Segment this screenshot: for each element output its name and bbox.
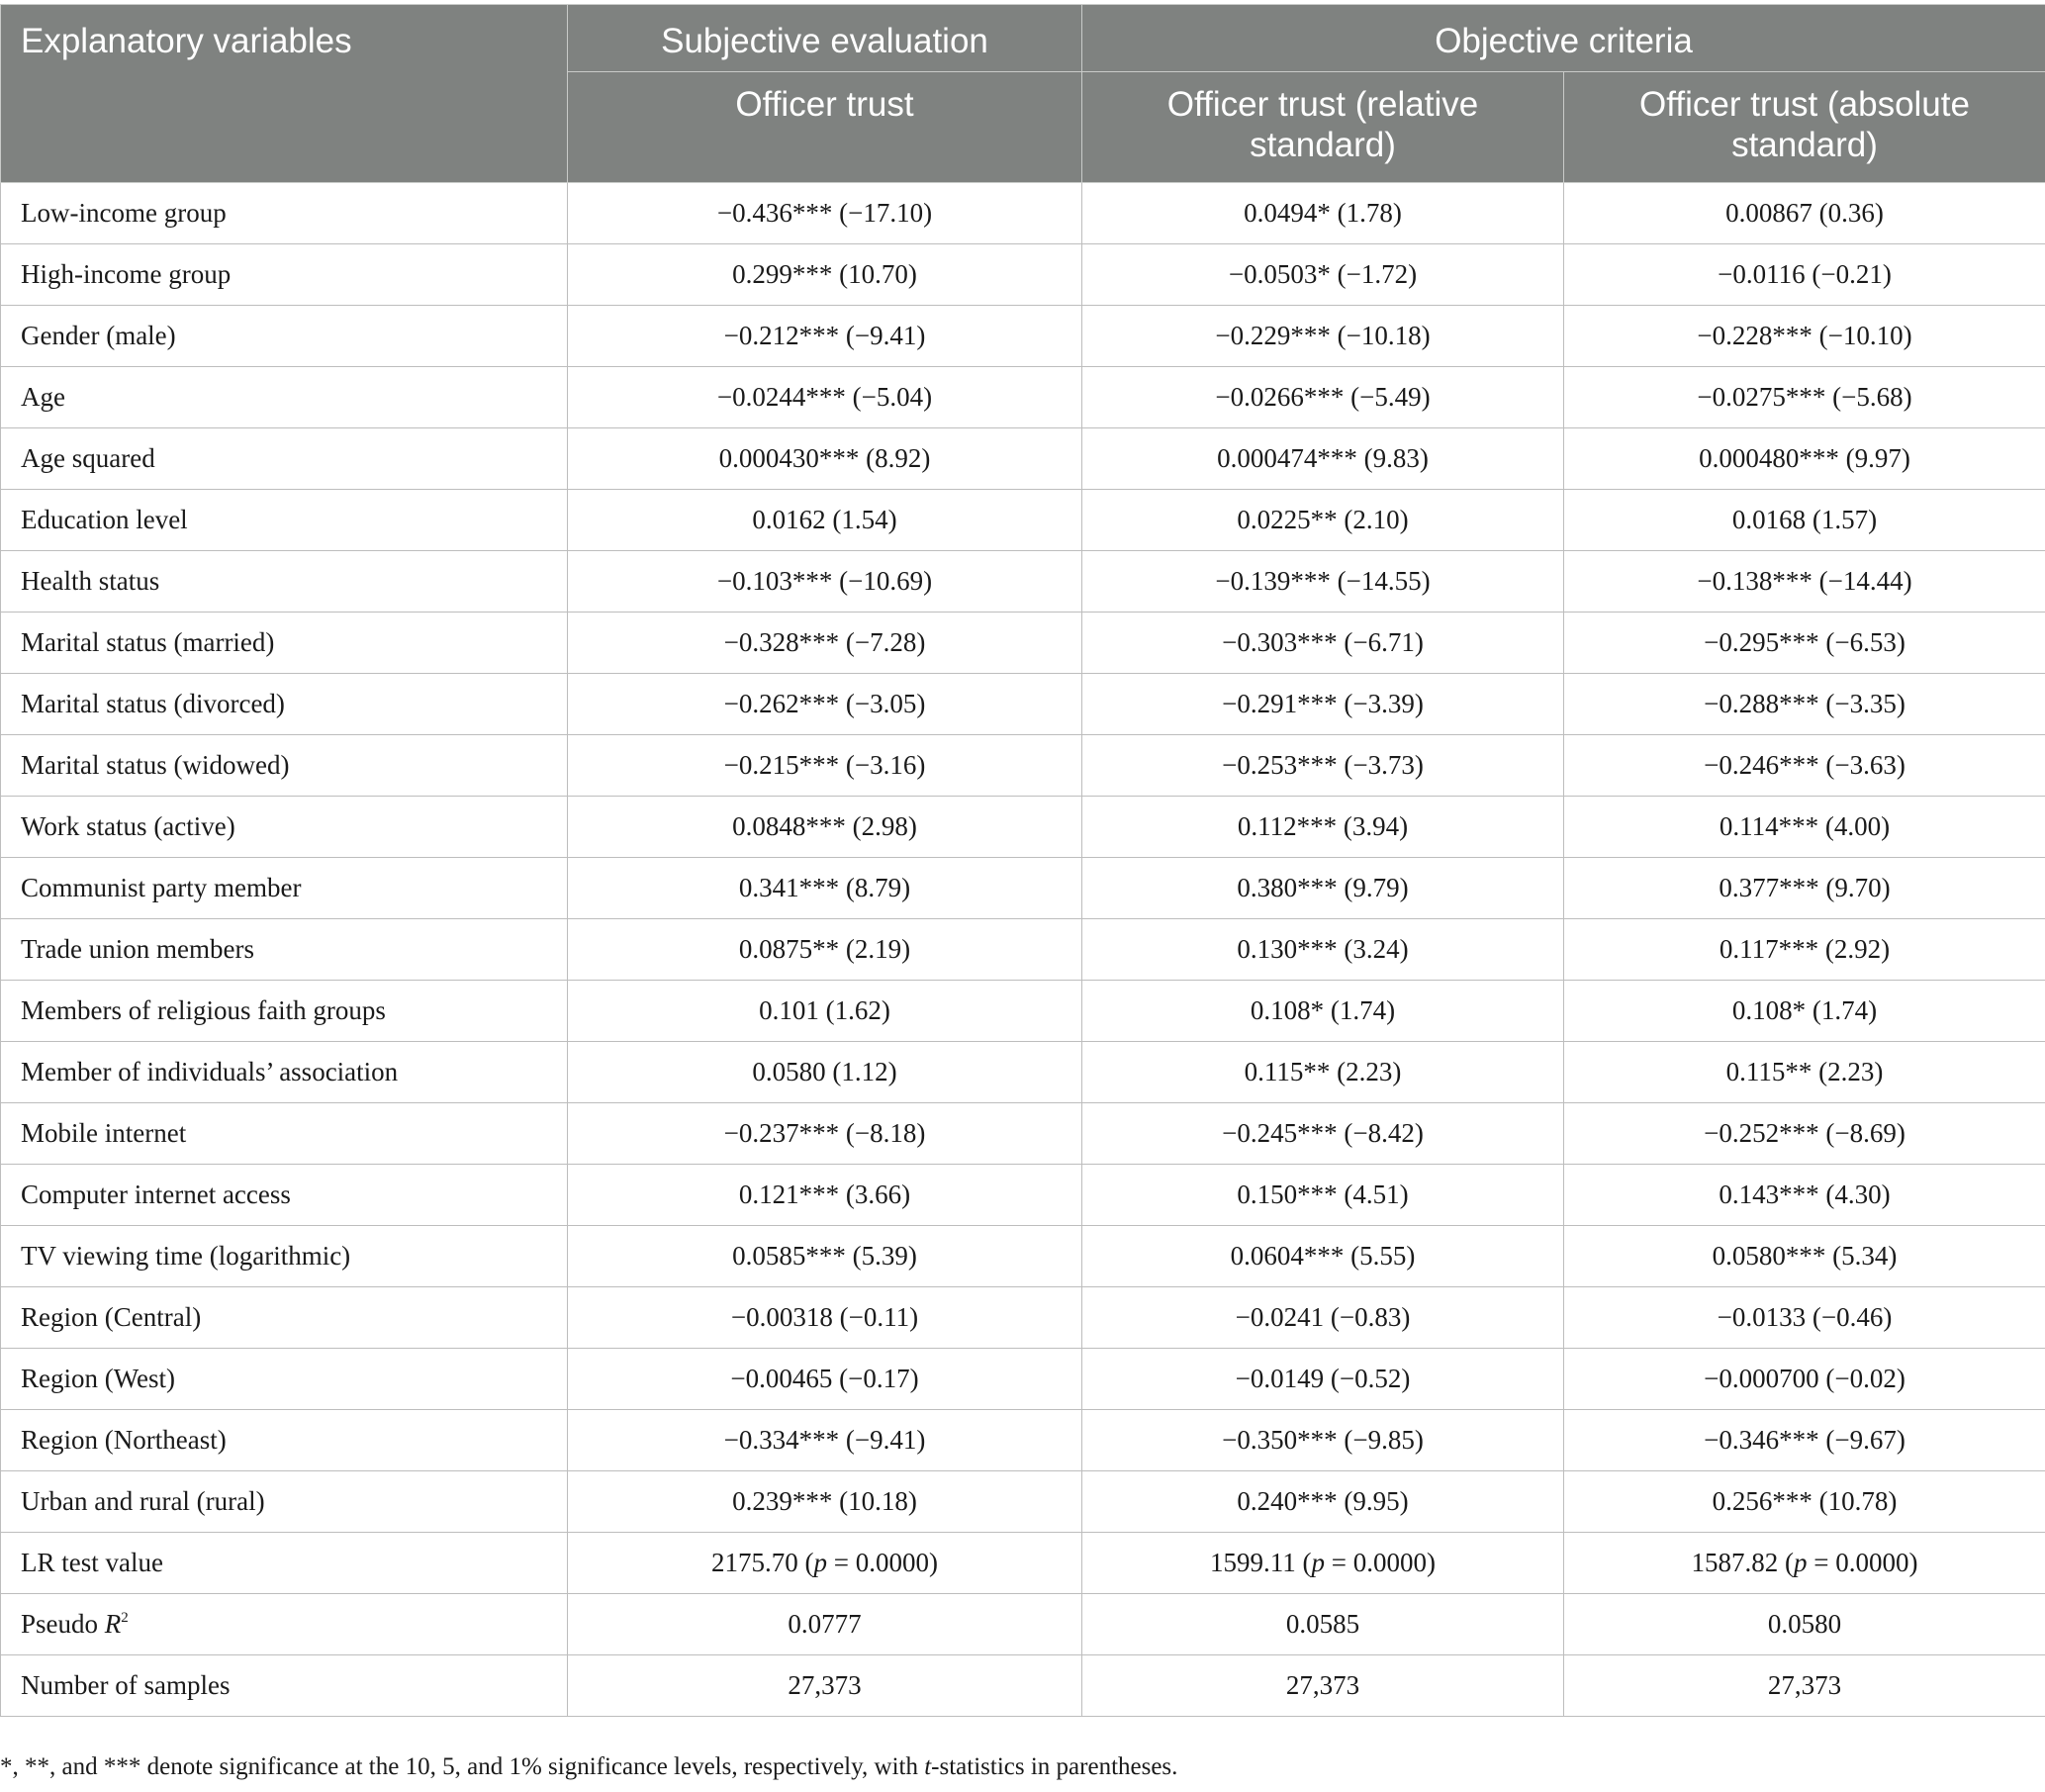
variable-name: Urban and rural (rural) [1, 1471, 568, 1533]
pseudo-r2-label [1, 1594, 568, 1655]
table-row [1, 613, 2045, 674]
relative-standard-cell: 0.000474*** (9.83) [1082, 428, 1564, 490]
variable-name: High-income group [1, 244, 568, 306]
samples-cell-2: 27,373 [1082, 1655, 1564, 1717]
absolute-standard-cell: −0.000700 (−0.02) [1564, 1349, 2045, 1410]
lr-test-paren-1: ( [804, 1548, 814, 1577]
absolute-standard-cell: −0.246*** (−3.63) [1564, 735, 2045, 797]
variable-name: Age [1, 367, 568, 428]
variable-name: Communist party member [1, 858, 568, 919]
variable-name: Region (Northeast) [1, 1410, 568, 1471]
relative-standard-cell: −0.245*** (−8.42) [1082, 1103, 1564, 1165]
lr-test-p-value-1: = 0.0000) [827, 1548, 938, 1577]
subjective-officer-trust-cell: −0.0244*** (−5.04) [568, 367, 1082, 428]
absolute-standard-cell: 0.117*** (2.92) [1564, 919, 2045, 981]
header-explanatory-variables: Explanatory variables [1, 5, 568, 183]
lr-test-cell-2 [1082, 1533, 1564, 1594]
variable-name: Health status [1, 551, 568, 613]
lr-test-label: LR test value [1, 1533, 568, 1594]
absolute-standard-cell: −0.0275*** (−5.68) [1564, 367, 2045, 428]
subjective-officer-trust-cell: 0.0585*** (5.39) [568, 1226, 1082, 1287]
subjective-officer-trust-cell: −0.334*** (−9.41) [568, 1410, 1082, 1471]
absolute-standard-cell: 0.115** (2.23) [1564, 1042, 2045, 1103]
lr-test-p-symbol-2: p [1311, 1548, 1326, 1577]
absolute-standard-cell: −0.346*** (−9.67) [1564, 1410, 2045, 1471]
absolute-standard-cell: −0.288*** (−3.35) [1564, 674, 2045, 735]
absolute-standard-cell: −0.295*** (−6.53) [1564, 613, 2045, 674]
subjective-officer-trust-cell: 0.299*** (10.70) [568, 244, 1082, 306]
variable-name: Region (Central) [1, 1287, 568, 1349]
relative-standard-cell: 0.130*** (3.24) [1082, 919, 1564, 981]
relative-standard-cell: −0.350*** (−9.85) [1082, 1410, 1564, 1471]
absolute-standard-cell: 0.114*** (4.00) [1564, 797, 2045, 858]
variable-name: Mobile internet [1, 1103, 568, 1165]
pseudo-r2-cell-2: 0.0585 [1082, 1594, 1564, 1655]
table-row [1, 428, 2045, 490]
table-row [1, 1471, 2045, 1533]
lr-test-p-symbol-1: p [813, 1548, 828, 1577]
absolute-standard-cell: 0.256*** (10.78) [1564, 1471, 2045, 1533]
variable-name: Marital status (divorced) [1, 674, 568, 735]
subjective-officer-trust-cell: 0.101 (1.62) [568, 981, 1082, 1042]
table-footnote [0, 1753, 1177, 1781]
variable-name: Education level [1, 490, 568, 551]
table-row [1, 1165, 2045, 1226]
relative-standard-cell: 0.380*** (9.79) [1082, 858, 1564, 919]
lr-test-p-value-3: = 0.0000) [1807, 1548, 1918, 1577]
subjective-officer-trust-cell: −0.103*** (−10.69) [568, 551, 1082, 613]
relative-standard-cell: 0.0494* (1.78) [1082, 183, 1564, 244]
subjective-officer-trust-cell: 0.0875** (2.19) [568, 919, 1082, 981]
pseudo-r2-superscript: 2 [121, 1610, 129, 1626]
absolute-standard-cell: 0.377*** (9.70) [1564, 858, 2045, 919]
relative-standard-cell: −0.139*** (−14.55) [1082, 551, 1564, 613]
relative-standard-cell: −0.253*** (−3.73) [1082, 735, 1564, 797]
table-row [1, 306, 2045, 367]
table-row [1, 244, 2045, 306]
relative-standard-cell: 0.115** (2.23) [1082, 1042, 1564, 1103]
table-row [1, 981, 2045, 1042]
variable-name: Region (West) [1, 1349, 568, 1410]
pseudo-r2-cell-3: 0.0580 [1564, 1594, 2045, 1655]
table-row [1, 1042, 2045, 1103]
subjective-officer-trust-cell: −0.00318 (−0.11) [568, 1287, 1082, 1349]
variable-name: Member of individuals’ association [1, 1042, 568, 1103]
lr-test-paren-3: ( [1785, 1548, 1795, 1577]
table-header [1, 5, 2045, 183]
header-officer-trust-relative-line2: standard) [1250, 126, 1396, 164]
relative-standard-cell: 0.0225** (2.10) [1082, 490, 1564, 551]
header-officer-trust-absolute [1564, 72, 2045, 183]
relative-standard-cell: −0.229*** (−10.18) [1082, 306, 1564, 367]
variable-name: Members of religious faith groups [1, 981, 568, 1042]
relative-standard-cell: −0.0266*** (−5.49) [1082, 367, 1564, 428]
pseudo-r2-row [1, 1594, 2045, 1655]
header-officer-trust-relative-line1: Officer trust (relative [1166, 85, 1479, 124]
table-row [1, 490, 2045, 551]
absolute-standard-cell: −0.228*** (−10.10) [1564, 306, 2045, 367]
subjective-officer-trust-cell: −0.436*** (−17.10) [568, 183, 1082, 244]
absolute-standard-cell: 0.00867 (0.36) [1564, 183, 2045, 244]
variable-name: Work status (active) [1, 797, 568, 858]
relative-standard-cell: −0.291*** (−3.39) [1082, 674, 1564, 735]
header-officer-trust: Officer trust [568, 72, 1082, 183]
absolute-standard-cell: −0.0133 (−0.46) [1564, 1287, 2045, 1349]
header-officer-trust-absolute-line2: standard) [1731, 126, 1878, 164]
samples-cell-1: 27,373 [568, 1655, 1082, 1717]
header-group-subjective: Subjective evaluation [568, 5, 1082, 72]
pseudo-r2-cell-1: 0.0777 [568, 1594, 1082, 1655]
relative-standard-cell: 0.0604*** (5.55) [1082, 1226, 1564, 1287]
lr-test-cell-3 [1564, 1533, 2045, 1594]
table-row [1, 735, 2045, 797]
lr-test-cell-1 [568, 1533, 1082, 1594]
lr-test-p-value-2: = 0.0000) [1325, 1548, 1436, 1577]
lr-test-stat-3: 1587.82 [1691, 1548, 1779, 1577]
footnote-text-2: -statistics in parentheses. [931, 1753, 1178, 1780]
table-row [1, 797, 2045, 858]
table-body [1, 183, 2045, 1717]
relative-standard-cell: 0.150*** (4.51) [1082, 1165, 1564, 1226]
subjective-officer-trust-cell: −0.00465 (−0.17) [568, 1349, 1082, 1410]
variable-name: Marital status (widowed) [1, 735, 568, 797]
header-officer-trust-relative [1082, 72, 1564, 183]
pseudo-r2-prefix: Pseudo [21, 1609, 105, 1639]
pseudo-r2-symbol: R [104, 1609, 122, 1639]
subjective-officer-trust-cell: −0.328*** (−7.28) [568, 613, 1082, 674]
subjective-officer-trust-cell: −0.215*** (−3.16) [568, 735, 1082, 797]
samples-label: Number of samples [1, 1655, 568, 1717]
absolute-standard-cell: −0.138*** (−14.44) [1564, 551, 2045, 613]
footnote-t-symbol: t [924, 1753, 932, 1780]
table-row [1, 367, 2045, 428]
variable-name: Trade union members [1, 919, 568, 981]
table-row [1, 1103, 2045, 1165]
lr-test-stat-2: 1599.11 [1210, 1548, 1296, 1577]
table-row [1, 551, 2045, 613]
variable-name: Computer internet access [1, 1165, 568, 1226]
subjective-officer-trust-cell: 0.239*** (10.18) [568, 1471, 1082, 1533]
absolute-standard-cell: 0.0580*** (5.34) [1564, 1226, 2045, 1287]
variable-name: TV viewing time (logarithmic) [1, 1226, 568, 1287]
table-row [1, 1226, 2045, 1287]
variable-name: Low-income group [1, 183, 568, 244]
absolute-standard-cell: −0.252*** (−8.69) [1564, 1103, 2045, 1165]
variable-name: Age squared [1, 428, 568, 490]
samples-row [1, 1655, 2045, 1717]
table-row [1, 1410, 2045, 1471]
absolute-standard-cell: 0.143*** (4.30) [1564, 1165, 2045, 1226]
relative-standard-cell: 0.240*** (9.95) [1082, 1471, 1564, 1533]
lr-test-row [1, 1533, 2045, 1594]
subjective-officer-trust-cell: 0.000430*** (8.92) [568, 428, 1082, 490]
absolute-standard-cell: 0.0168 (1.57) [1564, 490, 2045, 551]
table-row [1, 1349, 2045, 1410]
table-row [1, 858, 2045, 919]
relative-standard-cell: 0.108* (1.74) [1082, 981, 1564, 1042]
variable-name: Gender (male) [1, 306, 568, 367]
lr-test-stat-1: 2175.70 [711, 1548, 798, 1577]
subjective-officer-trust-cell: −0.212*** (−9.41) [568, 306, 1082, 367]
subjective-officer-trust-cell: 0.121*** (3.66) [568, 1165, 1082, 1226]
header-officer-trust-absolute-line1: Officer trust (absolute [1639, 85, 1970, 124]
relative-standard-cell: −0.0503* (−1.72) [1082, 244, 1564, 306]
relative-standard-cell: −0.0149 (−0.52) [1082, 1349, 1564, 1410]
subjective-officer-trust-cell: 0.0162 (1.54) [568, 490, 1082, 551]
lr-test-paren-2: ( [1302, 1548, 1312, 1577]
table-row [1, 183, 2045, 244]
relative-standard-cell: −0.303*** (−6.71) [1082, 613, 1564, 674]
table-row [1, 919, 2045, 981]
subjective-officer-trust-cell: 0.0848*** (2.98) [568, 797, 1082, 858]
table-row [1, 674, 2045, 735]
subjective-officer-trust-cell: 0.341*** (8.79) [568, 858, 1082, 919]
regression-table [0, 4, 2045, 1717]
subjective-officer-trust-cell: 0.0580 (1.12) [568, 1042, 1082, 1103]
lr-test-p-symbol-3: p [1794, 1548, 1808, 1577]
variable-name: Marital status (married) [1, 613, 568, 674]
subjective-officer-trust-cell: −0.262*** (−3.05) [568, 674, 1082, 735]
relative-standard-cell: 0.112*** (3.94) [1082, 797, 1564, 858]
table-row [1, 1287, 2045, 1349]
footnote-text-1: *, **, and *** denote significance at the 10, 5, and 1% significance levels, respectively, with [0, 1753, 925, 1780]
samples-cell-3: 27,373 [1564, 1655, 2045, 1717]
absolute-standard-cell: 0.108* (1.74) [1564, 981, 2045, 1042]
absolute-standard-cell: −0.0116 (−0.21) [1564, 244, 2045, 306]
relative-standard-cell: −0.0241 (−0.83) [1082, 1287, 1564, 1349]
subjective-officer-trust-cell: −0.237*** (−8.18) [568, 1103, 1082, 1165]
absolute-standard-cell: 0.000480*** (9.97) [1564, 428, 2045, 490]
header-group-objective: Objective criteria [1082, 5, 2045, 72]
header-row-groups [1, 5, 2045, 72]
